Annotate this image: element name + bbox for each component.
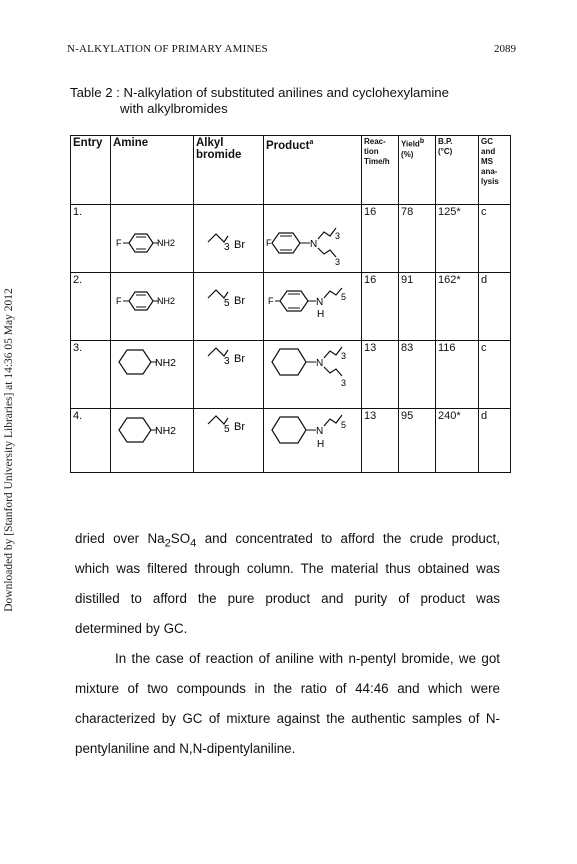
header-entry: Entry xyxy=(71,136,111,205)
header-gc-line4: ana- xyxy=(481,167,498,176)
gc-ms-cell: d xyxy=(479,409,511,473)
paragraph-line: which was filtered through column. The material thus obtained was xyxy=(75,561,500,576)
svg-text:3: 3 xyxy=(341,378,347,388)
svg-text:F: F xyxy=(268,296,274,306)
pentyl-bromide-structure-icon xyxy=(196,410,262,468)
table-caption xyxy=(70,85,510,117)
paragraph-line: pentylaniline and N,N-dipentylaniline. xyxy=(75,741,296,756)
caption-line-1: Table 2 : N-alkylation of substituted anilines and cyclohexylamine xyxy=(70,85,449,100)
header-time-line3: Time/h xyxy=(364,157,390,166)
product-structure xyxy=(264,409,362,473)
amine-structure xyxy=(111,273,194,341)
caption-line-2: with alkylbromides xyxy=(120,101,228,116)
paragraph-line: distilled to afford the pure product and purity of product was xyxy=(75,591,500,606)
entry-cell: 2. xyxy=(71,273,111,341)
svg-text:NH2: NH2 xyxy=(155,425,177,437)
pentyl-bromide-structure-icon xyxy=(196,274,262,336)
boiling-point-cell: 116 xyxy=(436,341,479,409)
header-yield-text: Yield xyxy=(401,139,420,149)
svg-text:3: 3 xyxy=(335,231,341,241)
svg-text:Br: Br xyxy=(234,295,245,307)
svg-text:5: 5 xyxy=(341,292,347,302)
gc-ms-cell: c xyxy=(479,341,511,409)
n-pentyl-fluoroaniline-structure-icon xyxy=(266,274,360,336)
product-structure xyxy=(264,341,362,409)
svg-text:3: 3 xyxy=(341,351,347,361)
header-product-sup: a xyxy=(309,139,314,146)
n-dipropyl-fluoroaniline-structure-icon xyxy=(266,206,360,268)
entry-cell: 3. xyxy=(71,341,111,409)
header-gc-line5: lysis xyxy=(481,177,499,186)
svg-text:H: H xyxy=(317,439,325,450)
product-structure xyxy=(264,273,362,341)
svg-text:F: F xyxy=(116,238,122,248)
header-product-text: Product xyxy=(266,139,310,152)
running-title: N-ALKYLATION OF PRIMARY AMINES xyxy=(67,43,268,55)
svg-text:NH2: NH2 xyxy=(157,296,176,306)
header-yield-sup: b xyxy=(419,138,425,145)
gc-ms-cell: c xyxy=(479,205,511,273)
watermark-text: Downloaded by [Stanford University Libraries] at 14:36 05 May 2012 xyxy=(3,288,15,612)
boiling-point-cell: 240* xyxy=(436,409,479,473)
header-gc-line2: and xyxy=(481,147,496,156)
header-time-line1: Reac- xyxy=(364,137,386,146)
boiling-point-cell: 125* xyxy=(436,205,479,273)
yield-cell: 83 xyxy=(399,341,436,409)
body-paragraph-1 xyxy=(75,524,500,644)
reaction-time-cell: 16 xyxy=(362,205,399,273)
paragraph-line: In the case of reaction of aniline with n-pentyl bromide, we got xyxy=(115,651,500,666)
table-row xyxy=(71,409,511,473)
header-amine: Amine xyxy=(111,136,194,205)
header-gc-ms xyxy=(479,136,511,205)
svg-text:F: F xyxy=(266,238,272,248)
svg-text:Br: Br xyxy=(234,421,245,433)
yield-cell: 78 xyxy=(399,205,436,273)
svg-text:N: N xyxy=(310,239,318,250)
table-row xyxy=(71,273,511,341)
svg-text:N: N xyxy=(316,358,324,369)
svg-text:Br: Br xyxy=(234,239,245,251)
gc-ms-cell: d xyxy=(479,273,511,341)
amine-structure xyxy=(111,205,194,273)
amine-structure xyxy=(111,341,194,409)
paragraph-line: determined by GC. xyxy=(75,621,188,636)
header-alkyl-line1: Alkyl xyxy=(196,137,224,149)
table-row xyxy=(71,341,511,409)
svg-text:H: H xyxy=(317,309,325,320)
n-pentyl-cyclohexylamine-structure-icon xyxy=(266,410,360,468)
download-watermark xyxy=(2,260,16,640)
svg-text:3: 3 xyxy=(224,356,230,367)
fluoroaniline-structure-icon xyxy=(113,206,192,268)
product-structure xyxy=(264,205,362,273)
entry-cell: 4. xyxy=(71,409,111,473)
amine-structure xyxy=(111,409,194,473)
svg-text:F: F xyxy=(116,296,122,306)
svg-text:3: 3 xyxy=(224,242,230,253)
reaction-time-cell: 13 xyxy=(362,409,399,473)
n-dipropyl-cyclohexylamine-structure-icon xyxy=(266,342,360,404)
header-alkyl-line2: bromide xyxy=(196,149,242,161)
boiling-point-cell: 162* xyxy=(436,273,479,341)
header-reaction-time xyxy=(362,136,399,205)
yield-cell: 95 xyxy=(399,409,436,473)
paragraph-line: mixture of two compounds in the ratio of 44:46 and which were xyxy=(75,681,500,696)
alkyl-bromide-structure xyxy=(194,409,264,473)
svg-text:N: N xyxy=(316,297,324,308)
header-bp-line2: (°C) xyxy=(438,147,453,156)
header-gc-line1: GC xyxy=(481,137,493,146)
svg-text:N: N xyxy=(316,426,324,437)
cyclohexylamine-structure-icon xyxy=(113,342,192,404)
header-time-line2: tion xyxy=(364,147,379,156)
paragraph-line: characterized by GC of mixture against the authentic samples of N- xyxy=(75,711,500,726)
header-yield xyxy=(399,136,436,205)
propyl-bromide-structure-icon xyxy=(196,206,262,268)
svg-text:Br: Br xyxy=(234,353,245,365)
paragraph-line: dried over $Na_2SO_4$ and concentrated to afford the crude product, xyxy=(75,531,500,550)
table-row xyxy=(71,205,511,273)
header-boiling-point xyxy=(436,136,479,205)
table-header-row xyxy=(71,136,511,205)
page-number: 2089 xyxy=(494,43,516,55)
header-bp-line1: B.P. xyxy=(438,137,453,146)
alkyl-bromide-structure xyxy=(194,273,264,341)
reaction-time-cell: 13 xyxy=(362,341,399,409)
cyclohexylamine-structure-icon xyxy=(113,410,192,468)
svg-text:3: 3 xyxy=(335,257,341,267)
header-gc-line3: MS xyxy=(481,157,493,166)
svg-text:NH2: NH2 xyxy=(155,357,177,369)
alkyl-bromide-structure xyxy=(194,341,264,409)
svg-text:5: 5 xyxy=(224,424,230,435)
alkyl-bromide-structure xyxy=(194,205,264,273)
reaction-time-cell: 16 xyxy=(362,273,399,341)
header-product xyxy=(264,136,362,205)
alkylation-table xyxy=(70,135,511,473)
body-paragraph-2 xyxy=(75,644,500,764)
header-yield-unit: (%) xyxy=(401,149,414,159)
fluoroaniline-structure-icon xyxy=(113,274,192,336)
svg-text:5: 5 xyxy=(341,420,347,430)
yield-cell: 91 xyxy=(399,273,436,341)
entry-cell: 1. xyxy=(71,205,111,273)
propyl-bromide-structure-icon xyxy=(196,342,262,404)
svg-text:NH2: NH2 xyxy=(157,238,176,248)
header-alkyl-bromide xyxy=(194,136,264,205)
svg-text:5: 5 xyxy=(224,298,230,309)
